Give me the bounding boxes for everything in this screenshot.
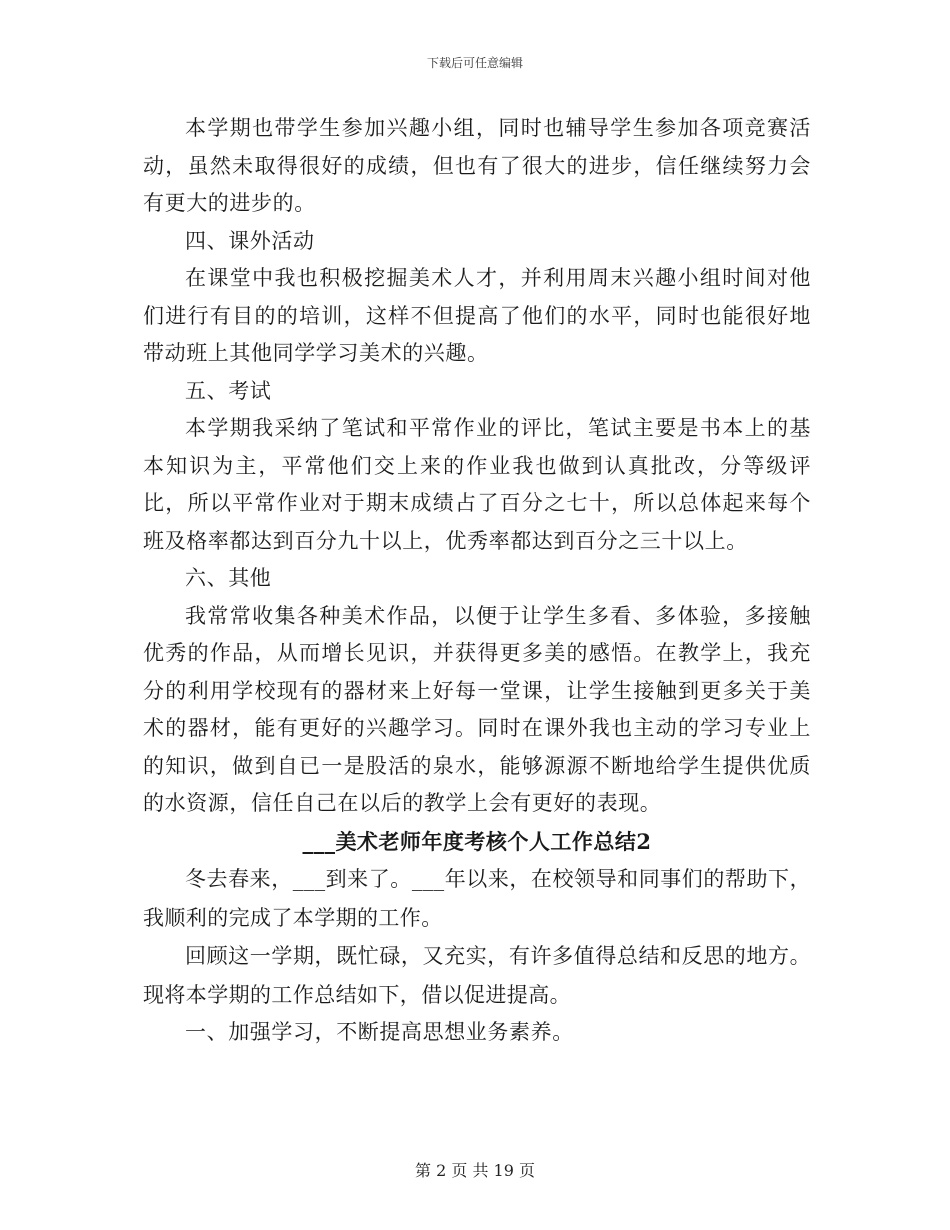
heading-extracurricular: 四、课外活动 [185, 228, 315, 253]
page-number: 第 2 页 共 19 页 [415, 1161, 535, 1180]
header-note: 下载后可任意编辑 [426, 56, 523, 70]
document-2-body [143, 860, 811, 1052]
paragraph-exams: 本学期我采纳了笔试和平常作业的评比，笔试主要是书本上的基本知识为主，平常他们交上来的作业我也做到认真批改，分等级评比，所以平常作业对于期末成绩占了百分之七十，所以总体起来每个班及格率都达到百分九十以上，优秀率都达到百分之三十以上。 [143, 416, 811, 553]
paragraph-interest-group: 本学期也带学生参加兴趣小组，同时也辅导学生参加各项竞赛活动，虽然未取得很好的成绩，但也有了很大的进步，信任继续努力会有更大的进步的。 [143, 116, 811, 215]
document-body [143, 110, 811, 1052]
paragraph-extracurricular: 在课堂中我也积极挖掘美术人才，并利用周末兴趣小组时间对他们进行有目的的培训，这样不但提高了他们的水平，同时也能很好地带动班上其他同学学习美术的兴趣。 [143, 266, 811, 365]
paragraph-review: 回顾这一学期，既忙碌，又充实，有许多值得总结和反思的地方。现将本学期的工作总结如下，借以促进提高。 [143, 944, 811, 1007]
paragraph-other: 我常常收集各种美术作品，以便于让学生多看、多体验，多接触优秀的作品，从而增长见识，并获得更多美的感悟。在教学上，我充分的利用学校现有的器材来上好每一堂课，让学生接触到更多关于美术的器材，能有更好的兴趣学习。同时在课外我也主动的学习专业上的知识，做到自已一是股活的泉水，能够源源不断地给学生提供优质的水资源，信任自己在以后的教学上会有更好的表现。 [143, 603, 811, 815]
document-title-2: ___美术老师年度考核个人工作总结2 [302, 828, 652, 854]
heading-strengthen-learning: 一、加强学习，不断提高思想业务素养。 [185, 1020, 574, 1044]
heading-exams: 五、考试 [185, 378, 272, 403]
heading-other: 六、其他 [185, 566, 272, 590]
paragraph-intro: 冬去春来，___到来了。___年以来，在校领导和同事们的帮助下，我顺利的完成了本学期的工作。 [143, 867, 811, 930]
